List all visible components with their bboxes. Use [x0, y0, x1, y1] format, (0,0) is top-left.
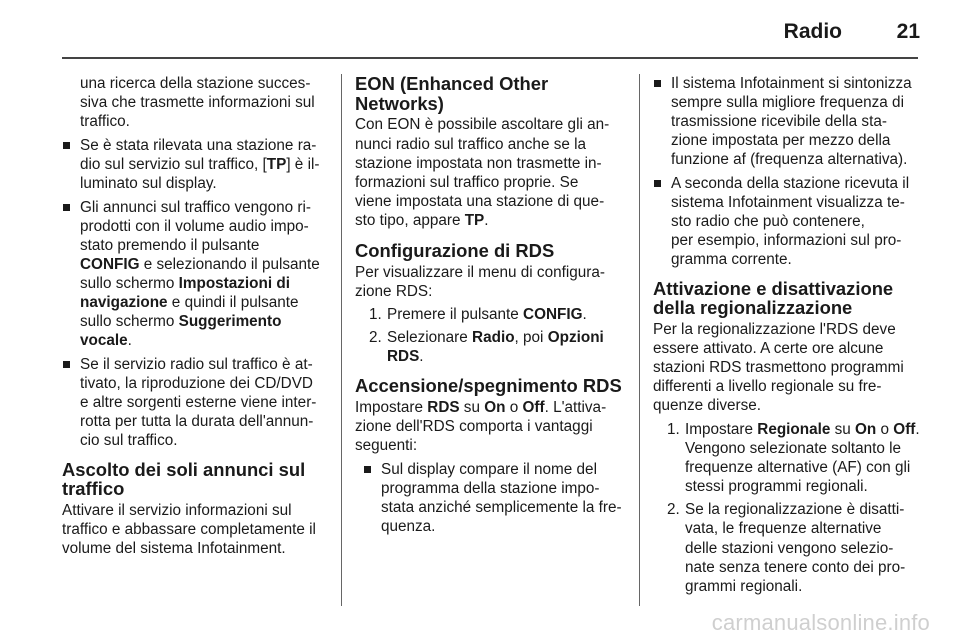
- section-heading: Ascolto dei soli annunci sul traffico: [62, 458, 306, 500]
- page-header: [0, 0, 960, 58]
- section-heading: Accensione/spegnimento RDS: [355, 375, 622, 397]
- page-number: 21: [896, 20, 920, 43]
- list-item: Se il servizio radio sul traffico è at- tivato, la riproduzione dei CD/DVD e altre sorgenti esterne viene inter- rotta per tutta la durata dell'annun- cio sul traffico.: [62, 355, 328, 450]
- list-item: 2. Se la regionalizzazione è disatti- vata, le frequenze alternative delle stazioni vengono selezio- nate senza tenere conto dei pro- grammi regionali.: [667, 501, 906, 595]
- column-divider: [639, 74, 640, 606]
- paragraph: Per la regionalizzazione l'RDS deve essere attivato. A certe ore alcune stazioni RDS trasmettono programmi differenti a livello regionale su fre- quenze diverse.: [653, 320, 904, 415]
- section-heading: Attivazione e disattivazione della regionalizzazione: [653, 277, 894, 319]
- paragraph: Impostare RDS su On o Off. L'attiva- zione dell'RDS comporta i vantaggi seguenti:: [355, 398, 607, 455]
- bullet-icon: [62, 198, 76, 351]
- list-item: Se è stata rilevata una stazione ra- dio sul servizio sul traffico, [TP] è il- luminato sul display.: [62, 136, 328, 193]
- list-item: Gli annunci sul traffico vengono ri- prodotti con il volume audio impo- stato premendo il pulsante CONFIG e selezionando il pulsante sullo schermo Impostazioni di navigazione e quindi il pulsante sullo schermo Suggerimento vocale.: [62, 198, 328, 351]
- continued-text: una ricerca della stazione succes- siva che trasmette informazioni sul traffico.: [80, 75, 315, 131]
- list-item: 1. Impostare Regionale su On o Off. Vengono selezionate soltanto le frequenze alternative (AF) con gli stessi programmi regionali.: [667, 421, 920, 496]
- bullet-icon: [62, 136, 76, 193]
- paragraph: Con EON è possibile ascoltare gli an- nunci radio sul traffico anche se la stazione impostata non trasmette in- formazioni sul traffico proprie. Se viene impostata una stazione di que- sto tipo, appare TP.: [355, 116, 610, 229]
- column-2: [355, 74, 623, 541]
- column-divider: [341, 74, 342, 606]
- header-rule: [62, 57, 918, 59]
- bullet-icon: [62, 355, 76, 450]
- list-item: 1. Premere il pulsante CONFIG.: [369, 305, 587, 323]
- bullet-icon: [363, 460, 377, 536]
- list-item: Il sistema Infotainment si sintonizza sempre sulla migliore frequenza di trasmissione ricevibile della sta- zione impostata per mezzo della funzione af (frequenza alternativa).: [653, 74, 921, 169]
- list-item: Sul display compare il nome del programma della stazione impo- stata anziché semplicemente la fre- quenza.: [363, 460, 623, 536]
- column-1: [62, 74, 328, 558]
- page-title: Radio: [783, 20, 842, 43]
- bullet-icon: [653, 174, 667, 269]
- bullet-icon: [653, 74, 667, 169]
- list-item: A seconda della stazione ricevuta il sistema Infotainment visualizza te- sto radio che può contenere, per esempio, informazioni sul pro- gramma corrente.: [653, 174, 921, 269]
- paragraph: Attivare il servizio informazioni sul traffico e abbassare completamente il volume del sistema Infotainment.: [62, 501, 316, 558]
- column-3: [653, 74, 921, 600]
- paragraph: Per visualizzare il menu di configura- zione RDS:: [355, 263, 605, 300]
- section-heading: Configurazione di RDS: [355, 239, 555, 261]
- list-item: 2. Selezionare Radio, poi Opzioni RDS.: [369, 328, 604, 366]
- watermark-link[interactable]: carmanualsonline.info: [711, 610, 930, 635]
- section-heading: EON (Enhanced Other Networks): [355, 73, 549, 114]
